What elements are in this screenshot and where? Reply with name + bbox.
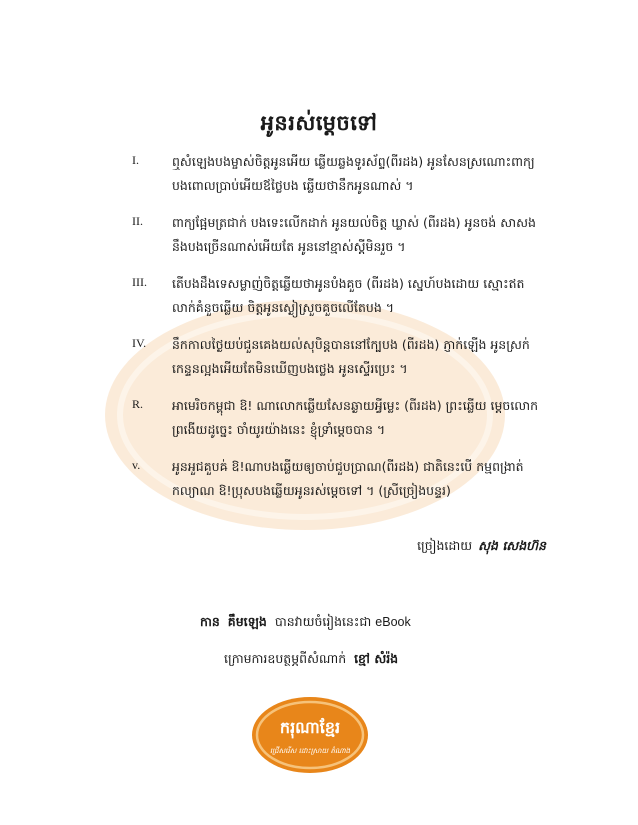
verse-line: លាក់គំនួចឆ្លើយ ចិត្តអូនស្ងៀស្រួចគួចលើតែបង ។ <box>172 300 394 315</box>
lyrics <box>132 150 572 516</box>
verse-number: III. <box>132 275 147 289</box>
verse-line: ពាក្យផ្អែមត្រជាក់ បងទេះលើកដាក់ អូនយល់ចិត្ត ឃ្លាស់ (ពីរដង) អូនចង់ សាសង <box>172 215 536 230</box>
typist-given-name: កាន <box>200 614 220 629</box>
verse-3 <box>132 272 572 320</box>
verse-line: កល្យាណ ឱ!ប្រុសបងឆ្លើយអូនរស់ម្ដេចទៅ ។ (ស្រីច្រៀងបន្ទរ) <box>172 483 451 498</box>
logo-subtitle: ជ្រើសរើស ដោះស្រាយ តំណាង <box>269 747 351 755</box>
verse-5 <box>132 455 572 503</box>
verse-line: អាមេរិចកម្ពុជា ឱ! ណាលោកឆ្លើយសែនឆ្ងាយអ្វីម្លេះ (ពីរដង) ព្រះឆ្លើយ ម្ដេចលោក <box>172 398 539 413</box>
composer-label: ច្រៀងដោយ <box>417 538 473 553</box>
verse-line: ព្រងើយដូច្នេះ ចាំយូរយ៉ាងនេះ ខ្ញុំទ្រាំម្ដេចបាន ។ <box>172 422 386 437</box>
verse-line: នឹកកាលថ្ងៃយប់ជួនគេងយល់សុបិន្តបាននៅក្បែបង (ពីរដង) ភ្ញាក់ឡើង អូនស្រក់ <box>172 337 530 352</box>
sponsor-name: ខ្មៅ សំរ៉ង <box>354 651 399 666</box>
typist-credit <box>200 614 411 633</box>
logo-title: ករុណាខ្មែរ <box>279 718 341 737</box>
verse-line: នឹងបងច្រើនណាស់អើយតែ អូននៅខ្មាស់ស្ដីមិនរួច ។ <box>172 239 406 254</box>
sponsor-credit <box>224 651 398 670</box>
verse-1 <box>132 150 572 198</box>
typist-family-name: គឹមឡេង <box>227 614 267 629</box>
ebook-label: eBook <box>375 615 411 629</box>
verse-line: តើបងដឹងទេសម្លាញ់ចិត្តឆ្លើយថាអូនបំងគួច (ពីរដង) ស្នេហ៍បងដោយ ស្មោះឥត <box>172 276 525 291</box>
verse-4 <box>132 333 572 381</box>
composer-name: សុង សេងហ៊ន <box>478 538 546 553</box>
verse-number: R. <box>132 397 144 411</box>
verse-number: I. <box>132 153 139 167</box>
karuna-khmer-logo <box>250 695 370 775</box>
verse-line: កេន្ទនល្អងអើយតែមិនឃើញបងថ្លេង អូនស្ទើរប្រេះ ។ <box>172 361 408 376</box>
sponsor-label: ក្រោមការឧបត្ថម្ភពីសំណាក់ <box>224 651 347 666</box>
composer-credit <box>417 538 546 557</box>
verse-line: បងពោលប្រាប់អើយឪថ្លៃបង ឆ្លើយថានឹកអូនណាស់ ។ <box>172 178 414 193</box>
page-title: អូនរស់ម្ដេចទៅ <box>260 111 378 135</box>
typist-text: បានវាយចំរៀងនេះជា <box>274 614 372 629</box>
verse-line: អូនអួជគួបឝ់ ឱ!ណាបងឆ្លើយឲ្យចាប់ជួបប្រាណ(ពីរដង) ជាតិនេះបើ កម្មពង្រាត់ <box>172 459 524 474</box>
verse-line: ឮសំឡេងបងម្ចាស់ចិត្តអូនអើយ ឆ្លើយឆ្លងទូរស័ព្ទ(ពីរដង) អូនសែនស្រណោះពាក្យ <box>172 154 535 169</box>
verse-2 <box>132 211 572 259</box>
verse-number: IV. <box>132 336 147 350</box>
verse-number: v. <box>132 458 141 472</box>
refrain <box>132 394 572 442</box>
verse-number: II. <box>132 214 143 228</box>
